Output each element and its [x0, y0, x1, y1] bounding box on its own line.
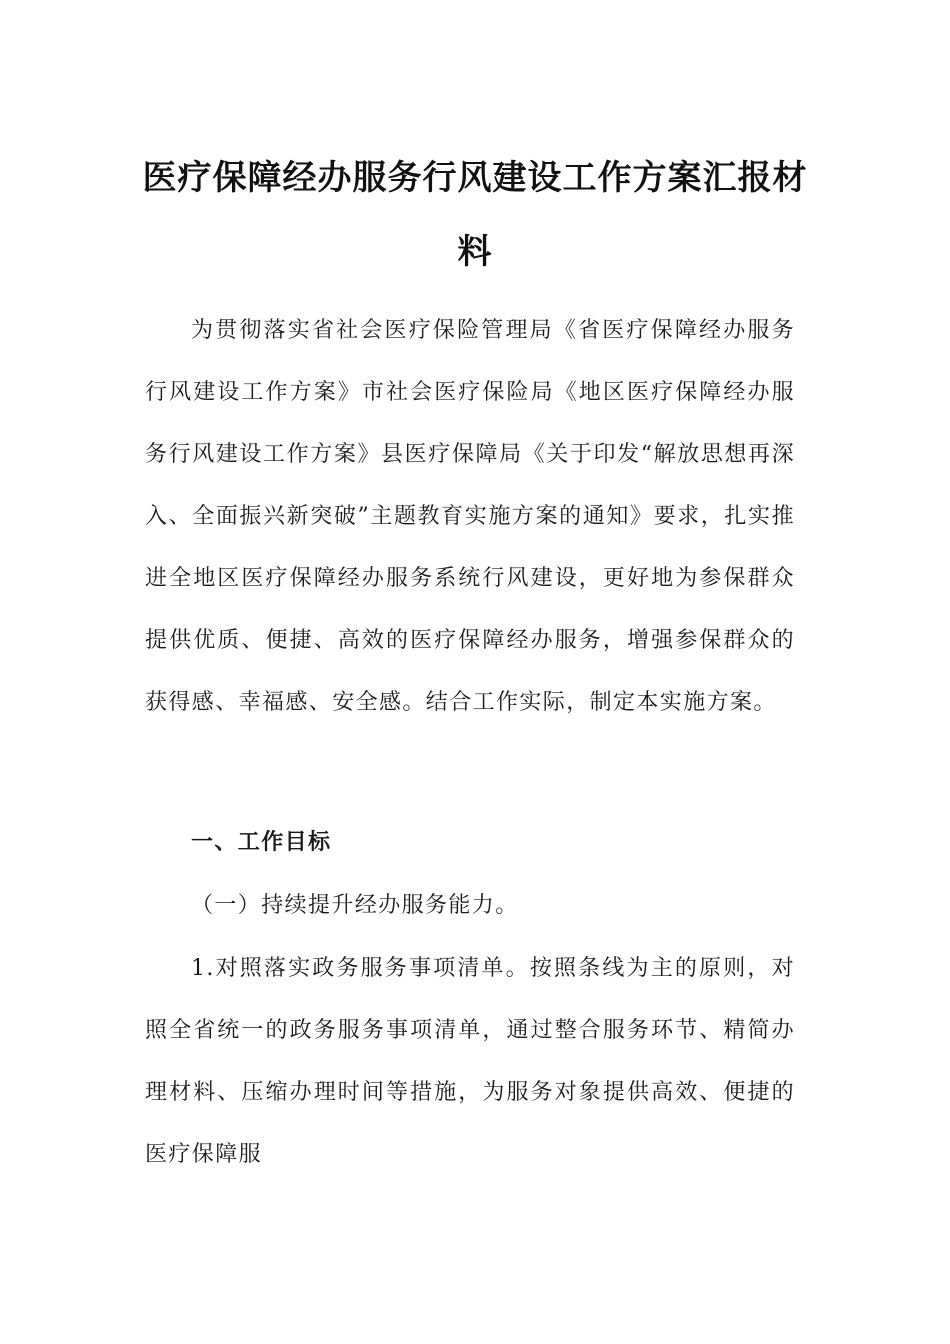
- intro-paragraph: 为贯彻落实省社会医疗保险管理局《省医疗保障经办服务行风建设工作方案》市社会医疗保险局《地区医疗保障经办服务行风建设工作方案》县医疗保障局《关于印发“解放思想再深入、全面振兴新突破”主题教育实施方案的通知》要求，扎实推进全地区医疗保障经办服务系统行风建设，更好地为参保群众提供优质、便捷、高效的医疗保障经办服务，增强参保群众的获得感、幸福感、安全感。结合工作实际，制定本实施方案。: [145, 318, 795, 715]
- subsection-heading-service-capability: （一）持续提升经办服务能力。: [191, 893, 519, 918]
- document-title: 医疗保障经办服务行风建设工作方案汇报材料: [142, 157, 808, 272]
- section-heading-work-goals: 一、工作目标: [191, 830, 332, 855]
- item-1-paragraph: 1.对照落实政务服务事项清单。按照条线为主的原则，对照全省统一的政务服务事项清单，通过整合服务环节、精简办理材料、压缩办理时间等措施，为服务对象提供高效、便捷的医疗保障服: [145, 956, 795, 1167]
